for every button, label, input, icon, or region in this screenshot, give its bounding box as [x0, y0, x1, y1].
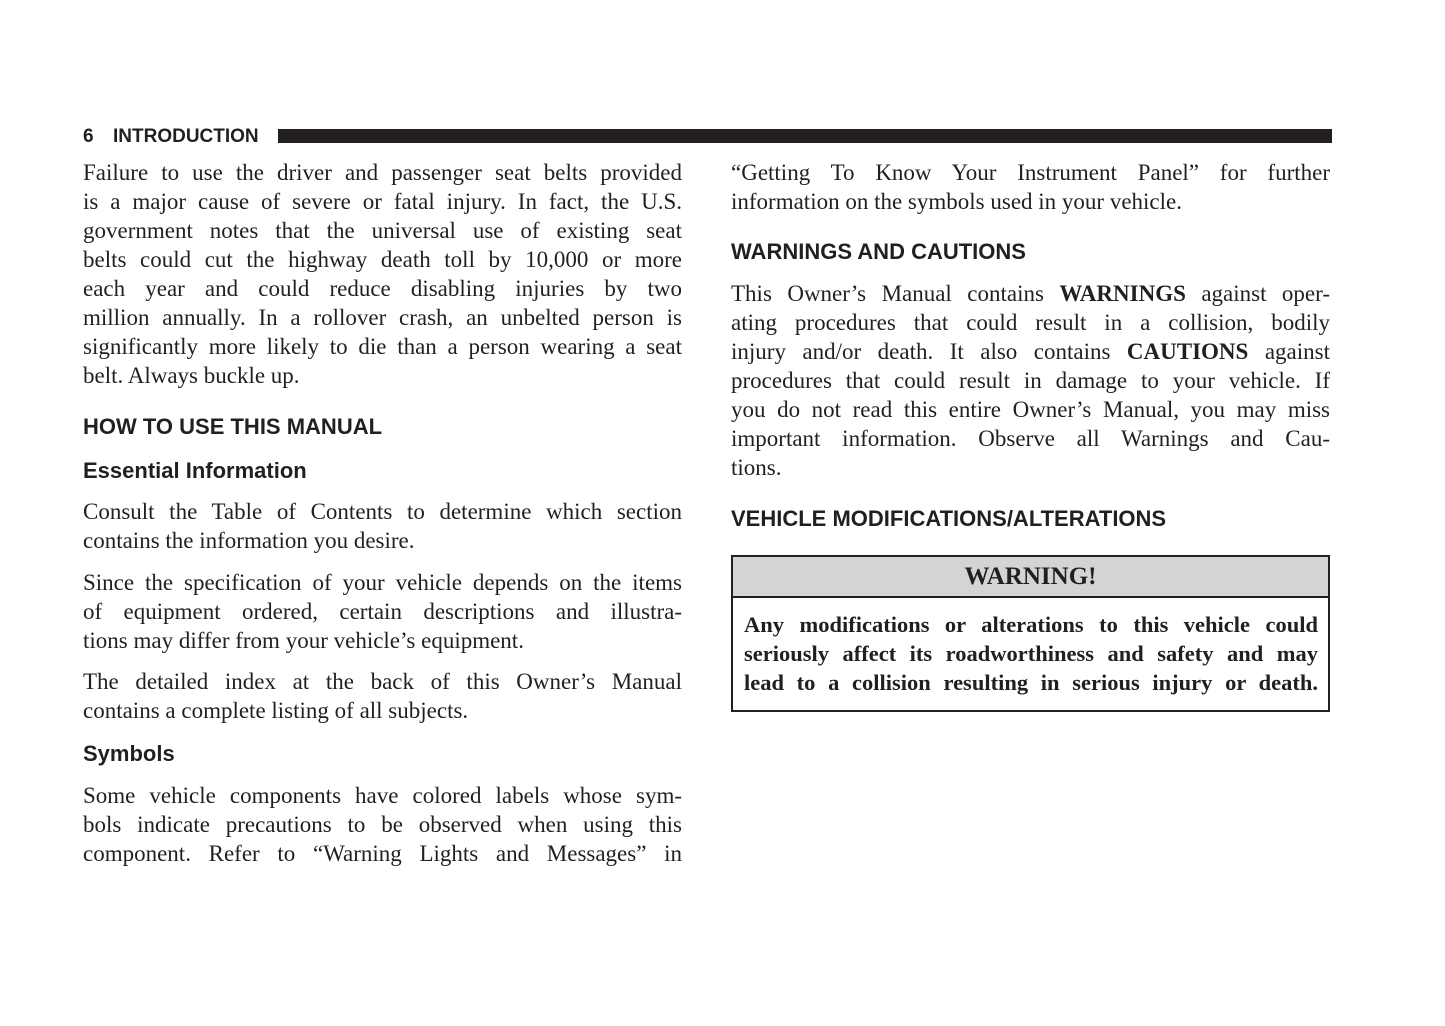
text-line: contains the information you desire.	[83, 528, 415, 553]
text-line: you do not read this entire Owner’s Manual, you may miss	[731, 397, 1330, 422]
text-line: Any modifications or alterations to this vehicle could	[744, 612, 1318, 637]
text-line: procedures that could result in damage to your vehicle. If	[731, 368, 1330, 393]
text-line: million annually. In a rollover crash, an unbelted person is	[83, 305, 682, 330]
warning-box	[731, 555, 1330, 712]
text-line: Since the specification of your vehicle depends on the items	[83, 570, 682, 595]
paragraph-contents	[83, 497, 682, 555]
warnings-term: WARNINGS	[1059, 281, 1186, 306]
paragraph-continued	[731, 158, 1330, 216]
text-line: ating procedures that could result in a collision, bodily	[731, 310, 1330, 335]
text-run: against	[1248, 339, 1330, 364]
text-line: is a major cause of severe or fatal injury. In fact, the U.S.	[83, 189, 682, 214]
text-line: Failure to use the driver and passenger seat belts provided	[83, 160, 682, 185]
text-line: important information. Observe all Warnings and Cau-	[731, 426, 1330, 451]
text-line: information on the symbols used in your vehicle.	[731, 189, 1182, 214]
paragraph-warnings	[731, 279, 1330, 482]
text-line: Some vehicle components have colored labels whose sym-	[83, 783, 682, 808]
text-line: contains a complete listing of all subjects.	[83, 698, 469, 723]
text-line: tions.	[731, 455, 782, 480]
text-line: each year and could reduce disabling injuries by two	[83, 276, 682, 301]
text-line: “Getting To Know Your Instrument Panel” for further	[731, 160, 1330, 185]
text-line: belt. Always buckle up.	[83, 363, 300, 388]
text-run: This Owner’s Manual contains	[731, 281, 1060, 306]
paragraph-symbols	[83, 781, 682, 868]
heading-vehicle-modifications: VEHICLE MODIFICATIONS/ALTERATIONS	[731, 506, 1167, 531]
page-number: 6	[83, 126, 94, 147]
text-line: significantly more likely to die than a person wearing a seat	[83, 334, 682, 359]
paragraph-specification	[83, 568, 682, 655]
text-line: Consult the Table of Contents to determine which section	[83, 499, 682, 524]
text-line: seriously affect its roadworthiness and safety and may	[744, 641, 1318, 666]
text-run: injury and/or death. It also contains	[731, 339, 1127, 364]
text-line: lead to a collision resulting in serious injury or death.	[744, 670, 1318, 695]
heading-how-to-use: HOW TO USE THIS MANUAL	[83, 414, 383, 439]
warning-text	[733, 598, 1328, 697]
text-line	[731, 279, 1330, 308]
text-line: component. Refer to “Warning Lights and Messages” in	[83, 841, 682, 866]
text-line: belts could cut the highway death toll by 10,000 or more	[83, 247, 682, 272]
subheading-symbols: Symbols	[83, 741, 175, 766]
section-title: INTRODUCTION	[113, 126, 259, 147]
text-line: government notes that the universal use of existing seat	[83, 218, 682, 243]
text-line: tions may differ from your vehicle’s equipment.	[83, 628, 524, 653]
intro-paragraph	[83, 158, 682, 390]
text-line: The detailed index at the back of this Owner’s Manual	[83, 669, 682, 694]
heading-warnings-cautions: WARNINGS AND CAUTIONS	[731, 239, 1026, 264]
cautions-term: CAUTIONS	[1126, 339, 1249, 364]
paragraph-index	[83, 667, 682, 725]
text-run: against oper-	[1185, 281, 1330, 306]
header-rule	[278, 129, 1332, 143]
subheading-essential-information: Essential Information	[83, 458, 307, 483]
text-line	[731, 337, 1330, 366]
warning-title: WARNING!	[733, 557, 1328, 598]
text-line: bols indicate precautions to be observed when using this	[83, 812, 682, 837]
text-line: of equipment ordered, certain descriptions and illustra-	[83, 599, 682, 624]
